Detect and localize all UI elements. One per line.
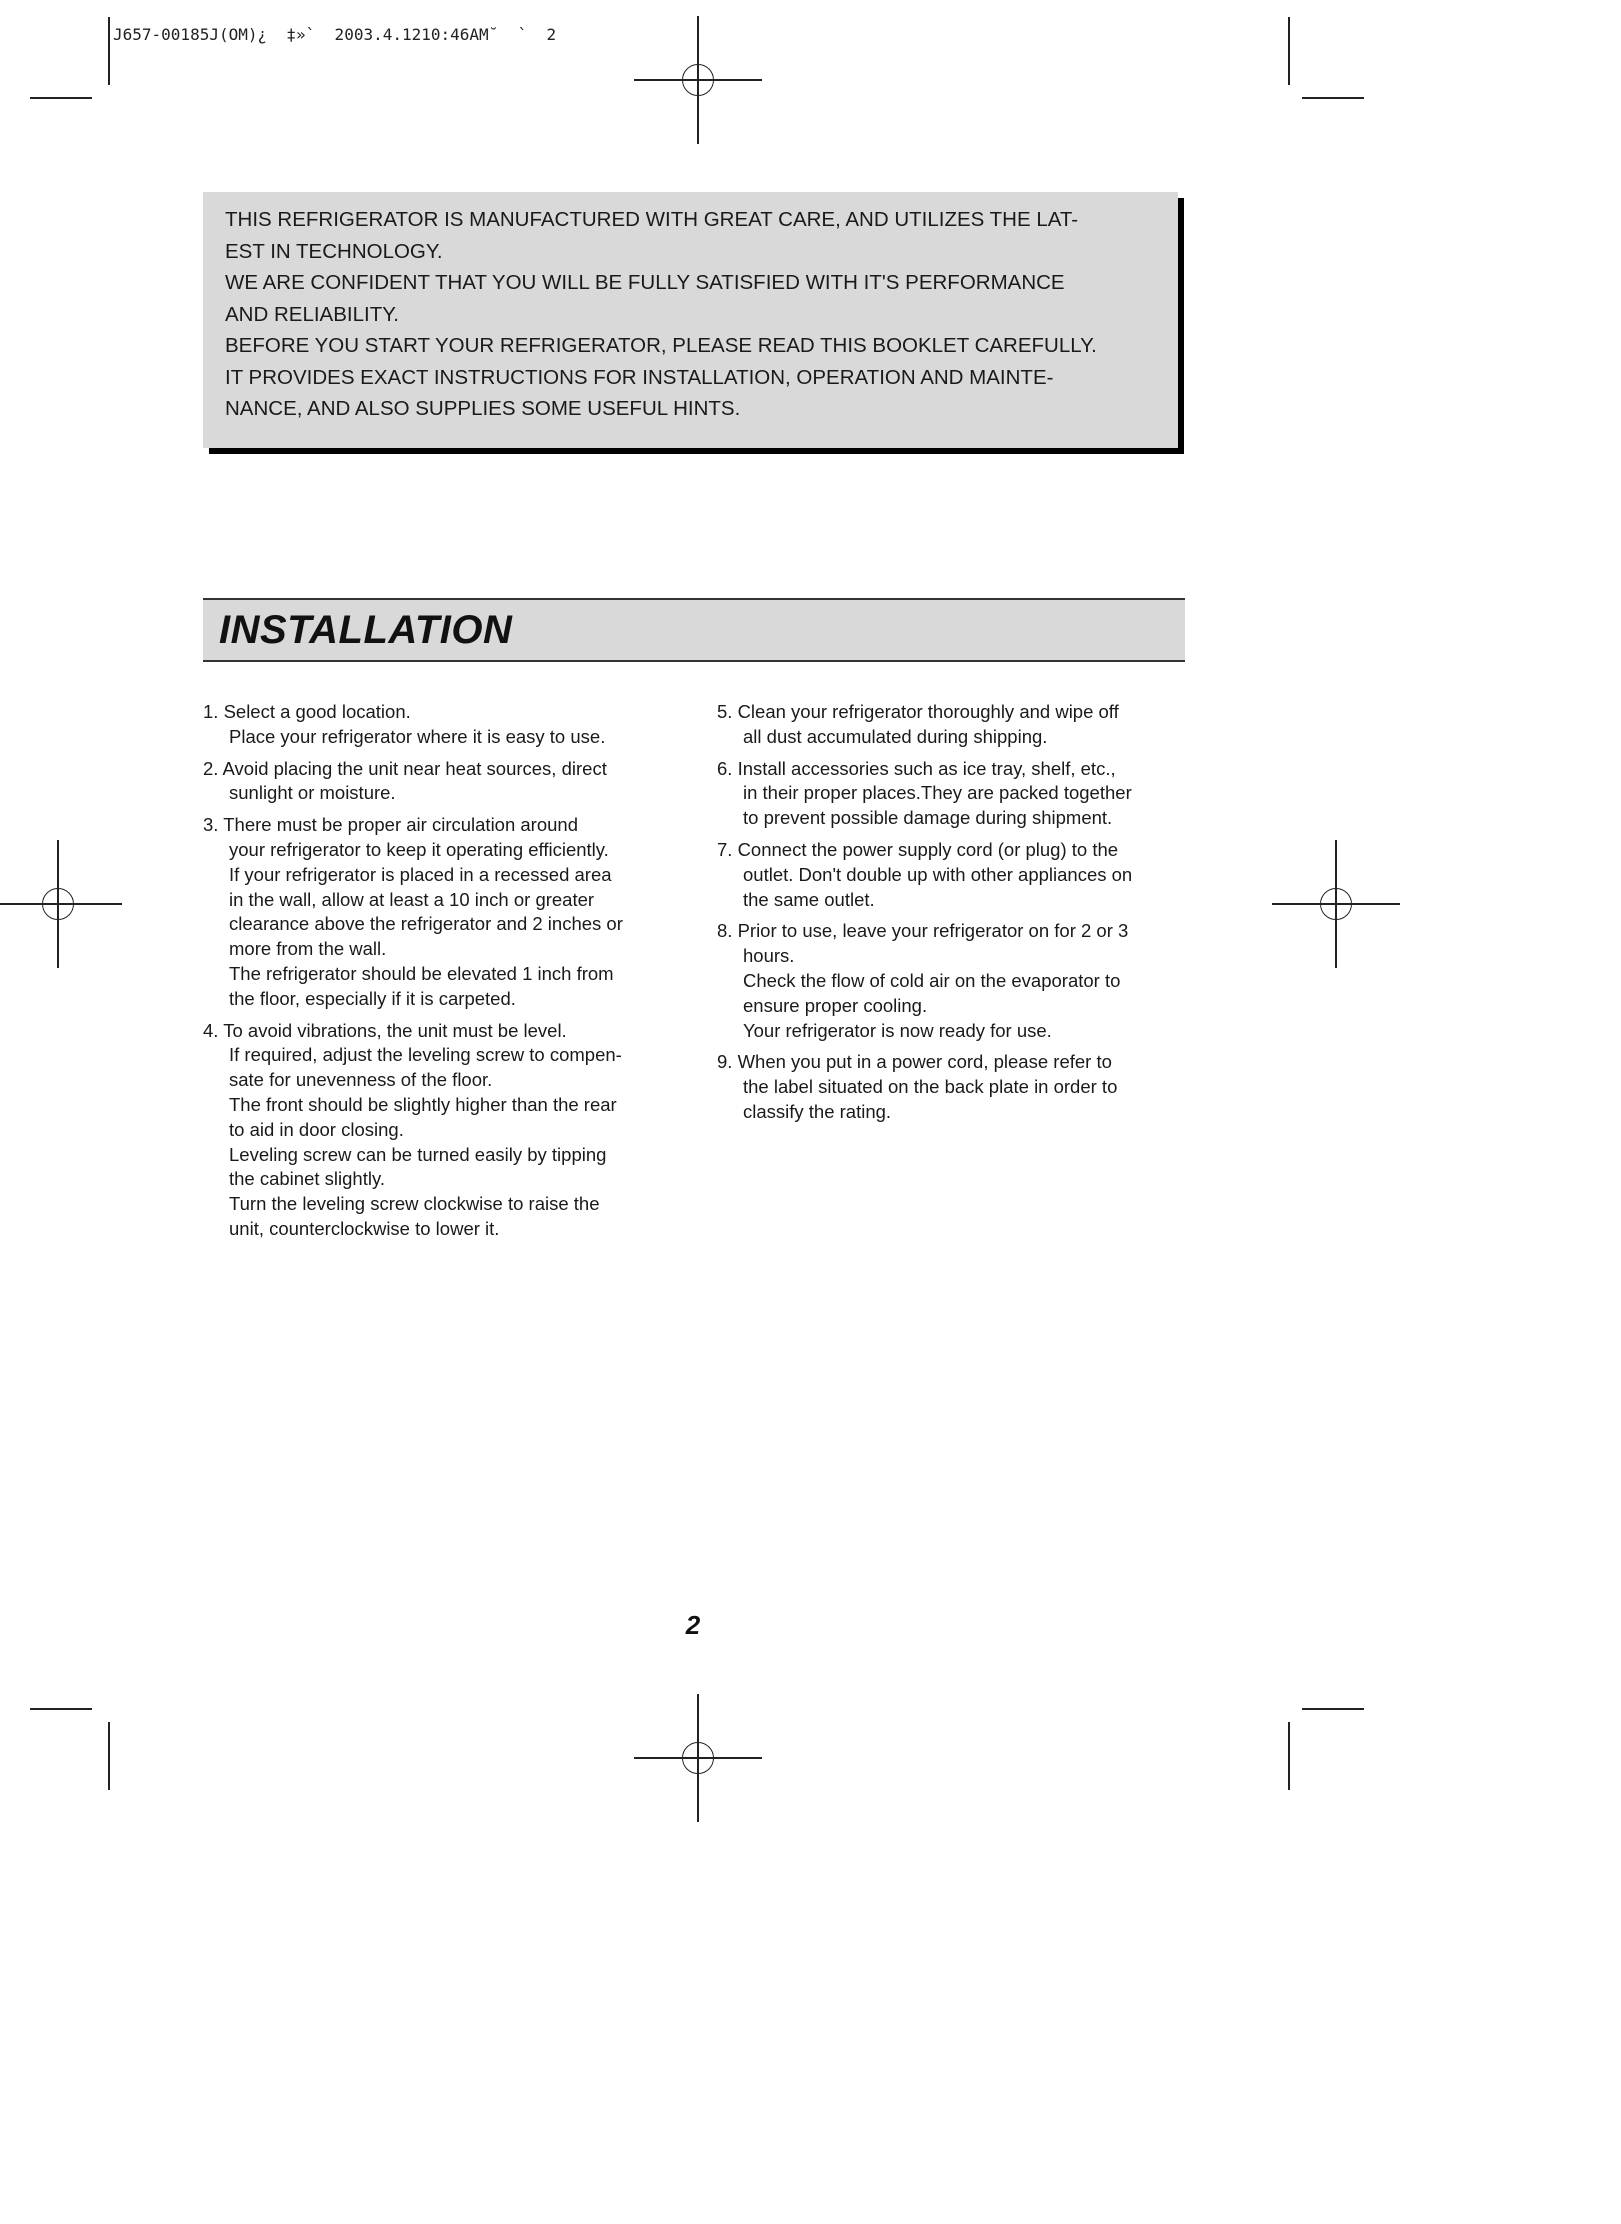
instruction-line: Place your refrigerator where it is easy to use. (229, 725, 606, 747)
instruction-item (717, 757, 1197, 831)
instruction-line: the floor, especially if it is carpeted. (229, 987, 516, 1009)
instruction-line: If required, adjust the leveling screw to compen- (229, 1044, 622, 1066)
instruction-line: 8. Prior to use, leave your refrigerator on for 2 or 3 (717, 920, 1129, 942)
instruction-item (203, 813, 683, 1011)
instruction-line: Check the flow of cold air on the evaporator to (743, 969, 1121, 991)
instruction-line: Leveling screw can be turned easily by tipping (229, 1143, 607, 1165)
intro-line: EST IN TECHNOLOGY. (225, 239, 443, 263)
instruction-line: sunlight or moisture. (229, 782, 396, 804)
crop-mark (1288, 1722, 1290, 1790)
instruction-line: 1. Select a good location. (203, 701, 411, 722)
crop-mark (30, 97, 92, 99)
page-number: 2 (685, 1610, 701, 1640)
intro-line: THIS REFRIGERATOR IS MANUFACTURED WITH GREAT CARE, AND UTILIZES THE LAT- (225, 208, 1079, 231)
instruction-item (203, 757, 683, 807)
instruction-line: the cabinet slightly. (229, 1168, 385, 1190)
instruction-line: The front should be slightly higher than the rear (229, 1093, 617, 1115)
crop-mark (1302, 97, 1364, 99)
instruction-line: 4. To avoid vibrations, the unit must be level. (203, 1019, 567, 1041)
crop-mark (1302, 1708, 1364, 1710)
instructions-right-column (717, 700, 1197, 1132)
instruction-line: more from the wall. (229, 938, 387, 960)
instruction-line: in the wall, allow at least a 10 inch or greater (229, 888, 595, 910)
instruction-line: 2. Avoid placing the unit near heat sources, direct (203, 757, 607, 779)
crop-mark (108, 17, 110, 85)
instruction-item (203, 700, 683, 750)
intro-line: NANCE, AND ALSO SUPPLIES SOME USEFUL HINTS. (225, 397, 741, 420)
instruction-line: 3. There must be proper air circulation around (203, 814, 578, 836)
instruction-line: to prevent possible damage during shipment. (743, 807, 1113, 829)
instruction-item (717, 838, 1197, 912)
instruction-line: unit, counterclockwise to lower it. (229, 1217, 500, 1239)
instruction-item (717, 919, 1197, 1043)
instruction-line: Your refrigerator is now ready for use. (743, 1019, 1052, 1041)
registration-mark-icon (634, 16, 762, 144)
crop-mark (1288, 17, 1290, 85)
intro-line: IT PROVIDES EXACT INSTRUCTIONS FOR INSTALLATION, OPERATION AND MAINTE- (225, 365, 1054, 389)
instruction-line: 9. When you put in a power cord, please refer to (717, 1051, 1112, 1073)
instruction-line: the label situated on the back plate in order to (743, 1076, 1118, 1098)
print-slug: J657-00185J(OM)¿ ‡»` 2003.4.1210:46AM˘ ` 2 (113, 25, 557, 44)
registration-mark-icon (1272, 840, 1400, 968)
registration-mark-icon (634, 1694, 762, 1822)
instruction-line: classify the rating. (743, 1100, 892, 1122)
instruction-line: your refrigerator to keep it operating efficiently. (229, 838, 609, 860)
instruction-line: outlet. Don't double up with other appliances on (743, 863, 1133, 885)
instruction-line: clearance above the refrigerator and 2 inches or (229, 913, 623, 935)
instruction-item (717, 1050, 1197, 1124)
instruction-line: 6. Install accessories such as ice tray, shelf, etc., (717, 757, 1116, 779)
instruction-item (717, 700, 1197, 750)
crop-mark (108, 1722, 110, 1790)
instruction-line: ensure proper cooling. (743, 994, 928, 1016)
instruction-line: to aid in door closing. (229, 1118, 404, 1140)
intro-line: BEFORE YOU START YOUR REFRIGERATOR, PLEASE READ THIS BOOKLET CAREFULLY. (225, 334, 1097, 357)
instruction-line: sate for unevenness of the floor. (229, 1069, 493, 1091)
instruction-line: hours. (743, 945, 795, 967)
instruction-item (203, 1019, 683, 1242)
instruction-line: 7. Connect the power supply cord (or plug) to the (717, 838, 1119, 860)
crop-mark (30, 1708, 92, 1710)
instruction-line: all dust accumulated during shipping. (743, 725, 1048, 747)
section-header (203, 598, 1185, 662)
intro-line: AND RELIABILITY. (225, 302, 399, 326)
instruction-line: Turn the leveling screw clockwise to raise the (229, 1193, 600, 1215)
instruction-line: in their proper places.They are packed together (743, 782, 1132, 804)
intro-line: WE ARE CONFIDENT THAT YOU WILL BE FULLY SATISFIED WITH IT'S PERFORMANCE (225, 271, 1065, 294)
instructions-left-column (203, 700, 683, 1249)
section-title: INSTALLATION (219, 608, 513, 652)
instruction-line: If your refrigerator is placed in a recessed area (229, 863, 612, 885)
instruction-line: 5. Clean your refrigerator thoroughly and wipe off (717, 701, 1119, 722)
registration-mark-icon (0, 840, 122, 968)
instruction-line: The refrigerator should be elevated 1 inch from (229, 962, 614, 984)
intro-notice-box (203, 192, 1178, 448)
instruction-line: the same outlet. (743, 888, 875, 910)
